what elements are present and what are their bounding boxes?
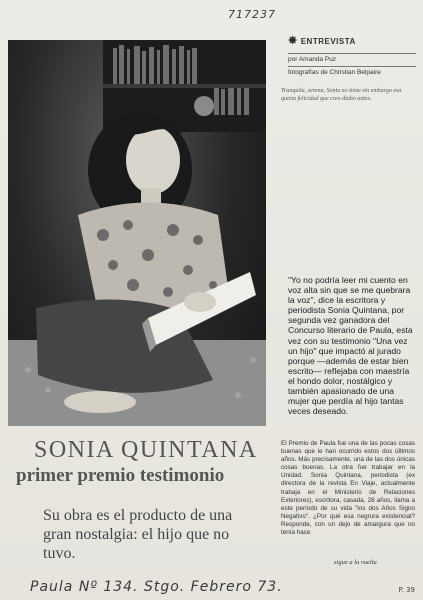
article-title: SONIA QUINTANA bbox=[34, 437, 258, 463]
photo-credit: fotografías de Christian Belpaire bbox=[288, 66, 416, 76]
page-number: P. 39 bbox=[398, 586, 415, 594]
portrait-photo bbox=[8, 40, 266, 426]
byline: por Amanda Puz bbox=[288, 53, 416, 63]
archive-number: 717237 bbox=[228, 8, 276, 21]
portrait-illustration bbox=[8, 40, 266, 426]
article-lede: Su obra es el producto de una gran nostalgia: el hijo que no tuvo. bbox=[43, 507, 233, 562]
article-subtitle: primer premio testimonio bbox=[16, 465, 225, 486]
article-header bbox=[288, 36, 416, 76]
section-label-text: ENTREVISTA bbox=[300, 37, 356, 46]
star-icon: ✸ bbox=[288, 35, 298, 47]
handwritten-note: Paula Nº 134. Stgo. Febrero 73. bbox=[30, 579, 283, 595]
section-label bbox=[288, 36, 416, 47]
article-body: El Premio de Paula fue una de las pocas cosas buenas que le han ocurrido estos dos últimos años. Más precisamente, una de las dos únicas cosas buenas. La otra fue trabajar en la Unidad. Sonia Quintana, periodista (ex directora de la revista En Viaje, actualmente trabaja en el Ministerio de Relaciones Exteriores), escritora, casada, 28 años, llama a este período de su vida "los dos Años Signo Negativo". ¿Por qué esa negrura existencial? Responde, con un dejo de amargura que no tenía hace bbox=[281, 440, 415, 537]
pull-quote: "Yo no podría leer mi cuento en voz alta sin que se me quebrara la voz", dice la escritora y periodista Sonia Quintana, por segunda vez ganadora del Concurso literario de Paula, esta vez con su testimonio "Una vez un hijo" que impactó al jurado porque —además de estar bien escrito— reflejaba con maestría el hondo dolor, nostálgico y también apasionado de una mujer que perdía al hijo tantas veces deseado. bbox=[288, 275, 413, 417]
continued-note: sigue a la vuelta bbox=[334, 559, 377, 566]
photo-caption: Tranquila, serena, Sonia no tiene sin embargo esa quieta felicidad que creo diabo antes. bbox=[281, 88, 402, 102]
